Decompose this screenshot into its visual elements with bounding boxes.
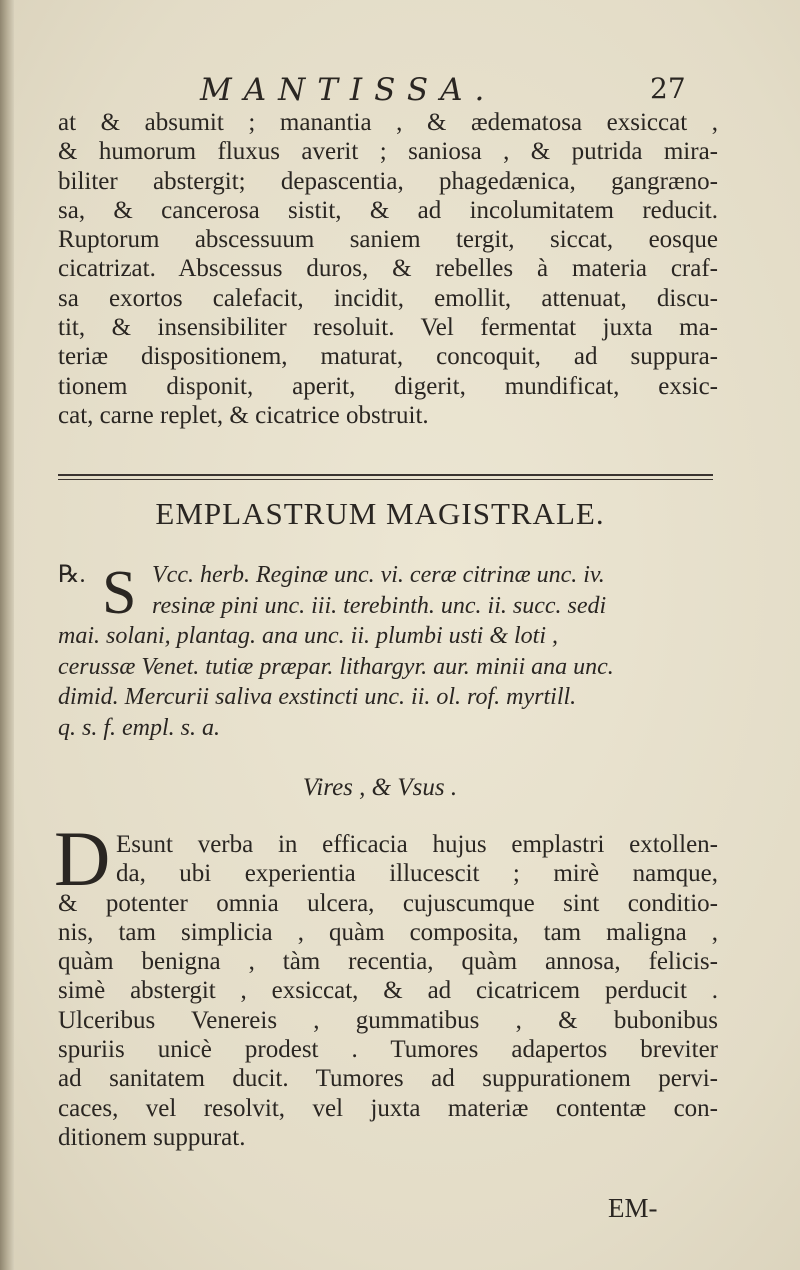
section-title: EMPLASTRUM MAGISTRALE.: [155, 496, 605, 531]
rx-symbol: ℞.: [58, 562, 86, 588]
text-line: Ruptorum abscessuum saniem tergit, siccat, eosque: [58, 226, 718, 254]
text-line: teriæ dispositionem, maturat, concoquit, ad suppura-: [58, 343, 718, 371]
text-line: Ulceribus Venereis , gummatibus , & bubonibus: [58, 1006, 718, 1034]
text-line: caces, vel resolvit, vel juxta materiæ contentæ con-: [58, 1094, 718, 1122]
paragraph-bottom: [58, 830, 718, 1152]
page-header: [0, 72, 800, 112]
recipe-line: dimid. Mercurii saliva exstincti unc. ii. ol. rof. myrtill.: [58, 684, 577, 710]
page-number: 27: [650, 72, 686, 105]
binding-edge: [0, 0, 14, 1270]
drop-cap-s: S: [102, 559, 137, 627]
paragraph-top: [58, 108, 718, 430]
recipe-line: resinæ pini unc. iii. terebinth. unc. ii. succ. sedi: [152, 592, 607, 619]
text-line: Esunt verba in efficacia hujus emplastri extollen-: [116, 831, 718, 858]
text-line: cicatrizat. Abscessus duros, & rebelles à materia craf-: [58, 255, 718, 283]
text-line: tit, & insensibiliter resoluit. Vel fermentat juxta ma-: [58, 314, 718, 342]
text-line: da, ubi experientia illucescit ; mirè namque,: [116, 860, 718, 888]
recipe-line: cerussæ Venet. tutiæ præpar. lithargyr. aur. minii ana unc.: [58, 653, 614, 680]
recipe-line: q. s. f. empl. s. a.: [58, 714, 220, 741]
catchword: EM-: [608, 1193, 658, 1223]
text-line: ad sanitatem ducit. Tumores ad suppurationem pervi-: [58, 1065, 718, 1093]
text-line: spuriis unicè prodest . Tumores adapertos breviter: [58, 1036, 718, 1064]
recipe-line: Vcc. herb. Reginæ unc. vi. ceræ citrinæ unc. iv.: [152, 562, 605, 588]
text-line: & potenter omnia ulcera, cujuscumque sint conditio-: [58, 889, 718, 917]
subheading: Vires , & Vsus .: [302, 774, 458, 801]
text-line: ditionem suppurat.: [58, 1123, 246, 1151]
running-head: MANTISSA.: [200, 72, 497, 108]
text-line: sa exortos calefacit, incidit, emollit, attenuat, discu-: [58, 284, 718, 312]
text-line: nis, tam simplicia , quàm composita, tam maligna ,: [58, 918, 718, 946]
text-line: & humorum fluxus averit ; saniosa , & putrida mira-: [58, 138, 718, 166]
recipe-block: [58, 560, 723, 743]
text-line: tionem disponit, aperit, digerit, mundificat, exsic-: [58, 372, 718, 400]
text-line: simè abstergit , exsiccat, & ad cicatricem perducit .: [58, 977, 718, 1005]
drop-cap-d: D: [54, 815, 111, 902]
recipe-line: mai. solani, plantag. ana unc. ii. plumbi usti & loti ,: [58, 623, 559, 649]
text-line: cat, carne replet, & cicatrice obstruit.: [58, 401, 429, 429]
text-line: sa, & cancerosa sistit, & ad incolumitatem reducit.: [58, 196, 718, 224]
text-line: at & absumit ; manantia , & ædematosa exsiccat ,: [58, 109, 718, 136]
text-line: quàm benigna , tàm recentia, quàm annosa, felicis-: [58, 948, 718, 976]
text-line: biliter abstergit; depascentia, phagedænica, gangræno-: [58, 167, 718, 195]
horizontal-rule: [58, 474, 713, 480]
